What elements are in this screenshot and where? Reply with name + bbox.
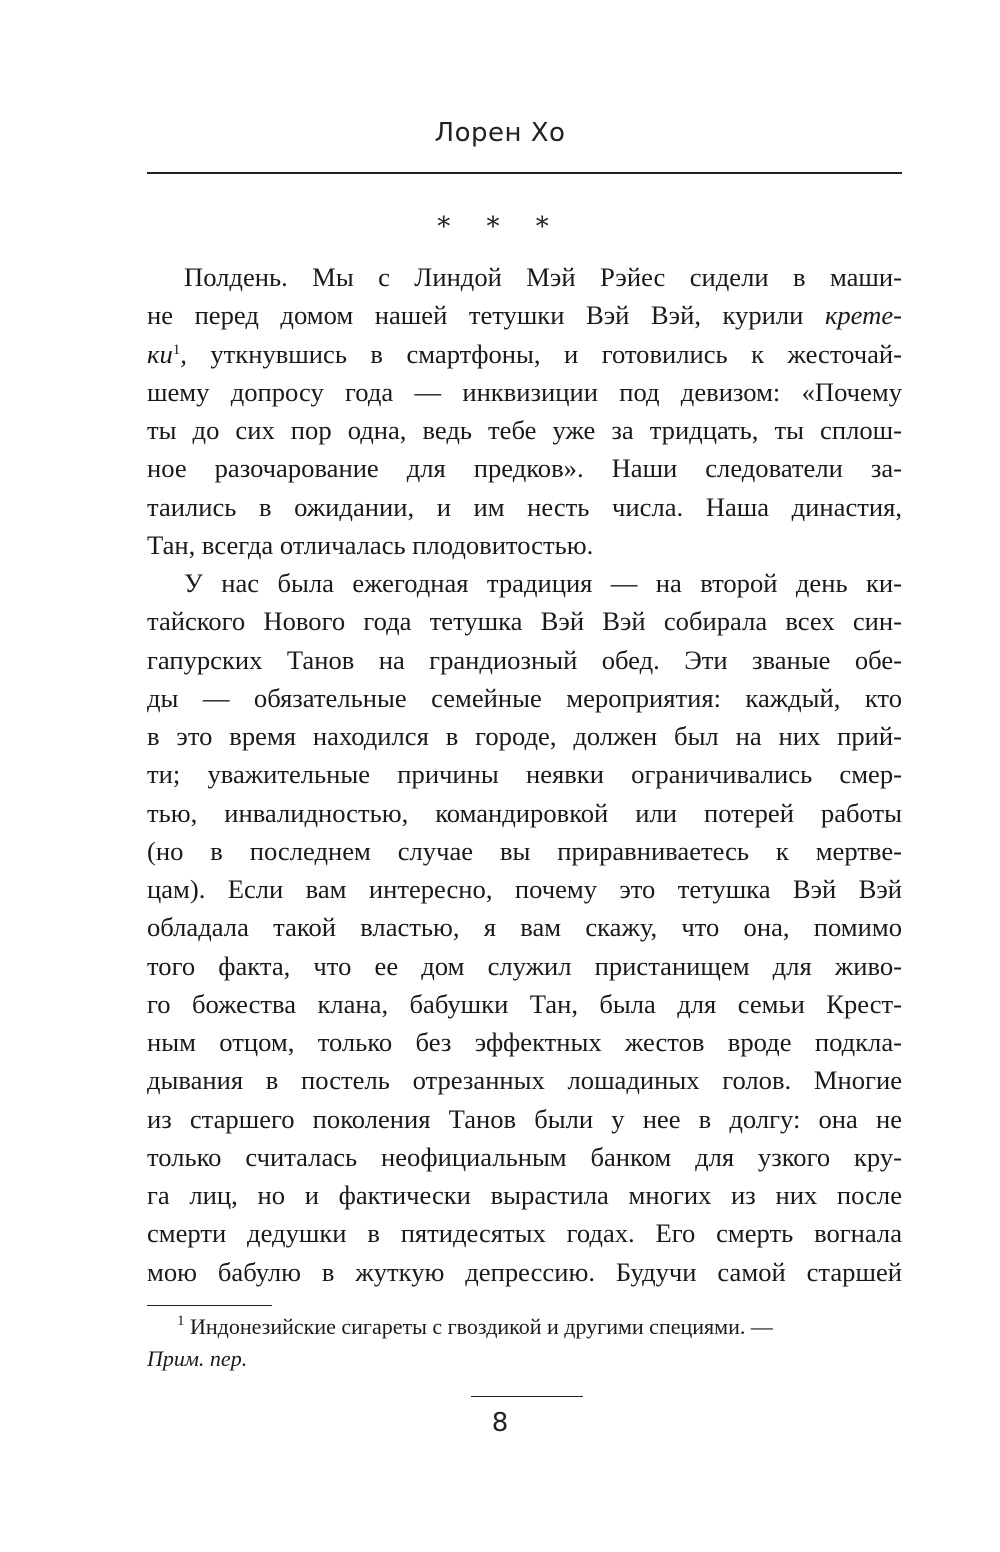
text-line: смерти дедушки в пятидесятых годах. Его смерть вогнала [147, 1218, 902, 1249]
footnote-divider [147, 1305, 272, 1306]
text-line: $ки^1$, уткнувшись в смартфоны, и готовились к жесточай- [147, 338, 902, 369]
text-line: ное разочарование для предков». Наши следователи за- [147, 453, 902, 484]
text-line: ным отцом, только без эффектных жестов вроде подкла- [147, 1027, 902, 1057]
footnote-marker: 1 [177, 1313, 185, 1329]
text-line: дывания в постель отрезанных лошадиных голов. Многие [147, 1065, 902, 1096]
text-line: не перед домом нашей тетушки Вэй Вэй, курили крете- [147, 300, 902, 331]
text-line: Полдень. Мы с Линдой Мэй Рэйес сидели в маши- [184, 262, 902, 292]
running-header-author: Лорен Хо [434, 118, 566, 148]
page-number: 8 [491, 1408, 509, 1438]
footnote-line: $^1$ Индонезийские сигареты с гвоздикой и другими специями. — [177, 1313, 773, 1339]
text-line: Тан, всегда отличалась плодовитостью. [147, 529, 594, 560]
text-line: (но в последнем случае вы приравниваетесь к мертве- [147, 835, 902, 866]
text-line: У нас была ежегодная традиция — на второй день ки- [184, 568, 902, 598]
section-separator: * * * [437, 212, 563, 242]
text-line: гапурских Танов на грандиозный обед. Эти званые обе- [147, 644, 902, 675]
text-line: в это время находился в городе, должен был на них прий- [147, 721, 902, 751]
text-line: га лиц, но и фактически вырастила многих из них после [147, 1180, 902, 1210]
text-line: го божества клана, бабушки Тан, была для семьи Крест- [147, 988, 902, 1019]
text-line: из старшего поколения Танов были у нее в долгу: она не [147, 1103, 902, 1134]
translator-note: Прим. пер. [147, 1346, 248, 1371]
page-number-divider [471, 1396, 583, 1397]
footnote [147, 1311, 902, 1375]
text-line: того факта, что ее дом служил пристанищем для живо- [147, 950, 902, 981]
text-line: ти; уважительные причины неявки ограничивались смер- [147, 759, 902, 790]
text-line: таились в ожидании, и им несть числа. Наша династия, [147, 491, 902, 522]
header-divider [147, 172, 902, 174]
footnote-line [147, 1343, 902, 1375]
text-line: ды — обязательные семейные мероприятия: каждый, кто [147, 682, 902, 713]
text-line: обладала такой властью, я вам скажу, что она, помимо [147, 912, 902, 943]
text-line: тайского Нового года тетушка Вэй Вэй собирала всех син- [147, 606, 902, 637]
text-line: цам). Если вам интересно, почему это тетушка Вэй Вэй [147, 874, 902, 904]
text-line: ты до сих пор одна, ведь тебе уже за тридцать, ты сплош- [147, 415, 902, 445]
body-text [147, 258, 902, 1291]
footnote-reference: 1 [172, 341, 181, 358]
text-line: тью, инвалидностью, командировкой или потерей работы [147, 797, 902, 828]
text-line: шему допросу года — инквизиции под девизом: «Почему [147, 376, 902, 407]
text-line: мою бабулю в жуткую депрессию. Будучи самой старшей [147, 1256, 902, 1287]
text-line: только считалась неофициальным банком для узкого кру- [147, 1141, 902, 1172]
